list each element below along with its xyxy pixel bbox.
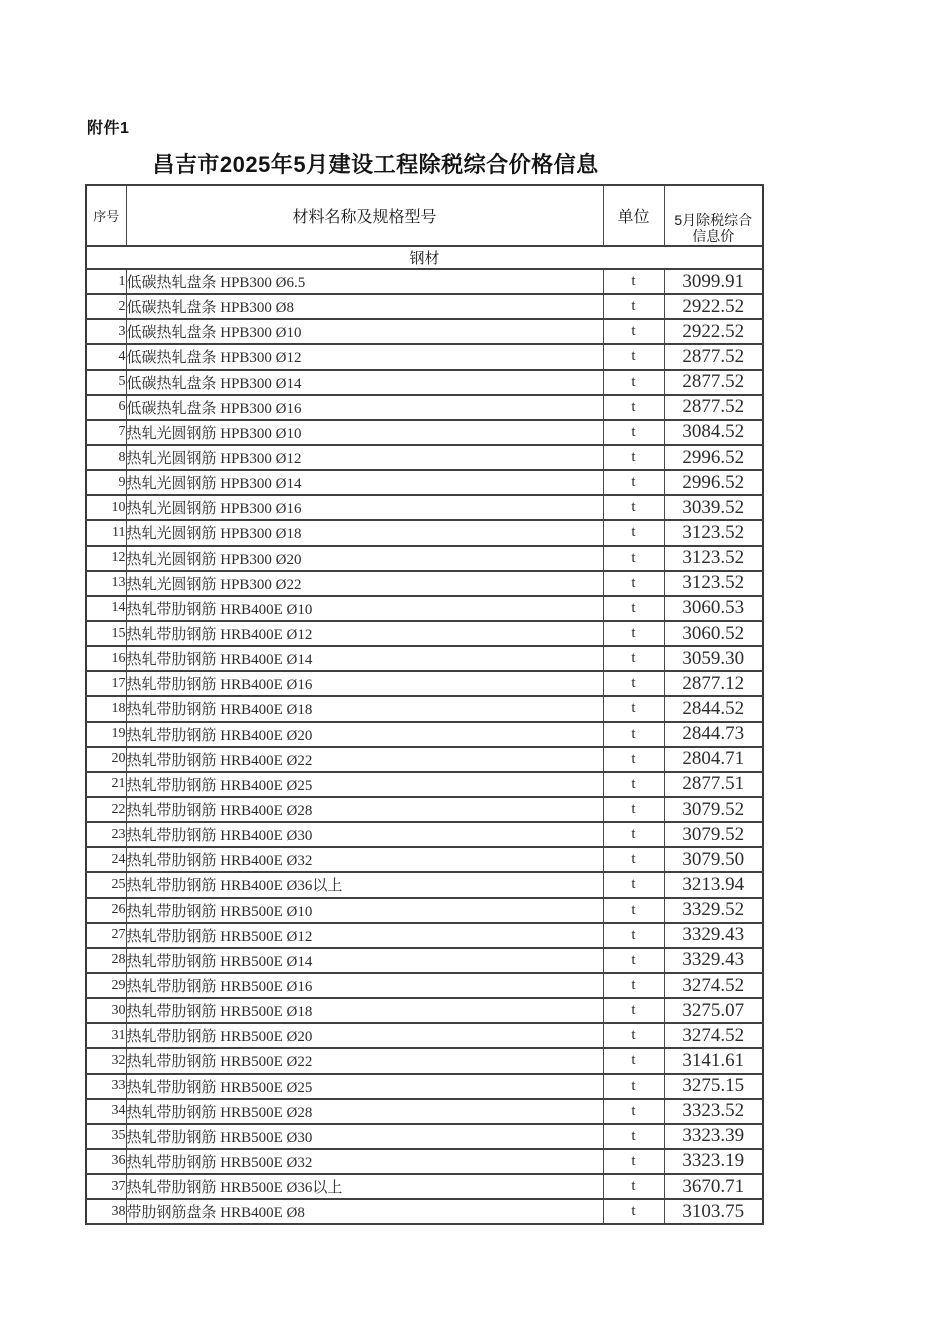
table-row (86, 998, 763, 1023)
row-unit: t (603, 772, 664, 797)
row-material-name: 热轧带肋钢筋 HRB400E Ø14 (126, 646, 603, 671)
row-price: 2844.73 (664, 722, 763, 747)
row-material-name: 热轧带肋钢筋 HRB500E Ø20 (126, 1023, 603, 1048)
row-material-name: 热轧带肋钢筋 HRB500E Ø36以上 (126, 1174, 603, 1199)
row-seq: 3 (86, 319, 126, 344)
row-price: 3123.52 (664, 520, 763, 545)
table-row (86, 1174, 763, 1199)
row-material-name: 热轧光圆钢筋 HPB300 Ø18 (126, 520, 603, 545)
row-material-name: 热轧光圆钢筋 HPB300 Ø12 (126, 445, 603, 470)
row-unit: t (603, 1048, 664, 1073)
table-row (86, 722, 763, 747)
row-price: 3670.71 (664, 1174, 763, 1199)
page-title: 昌吉市2025年5月建设工程除税综合价格信息 (152, 152, 599, 177)
table-row (86, 696, 763, 721)
row-seq: 1 (86, 269, 126, 294)
column-header-price-line1: 5月除税综合 (674, 211, 753, 228)
row-material-name: 热轧光圆钢筋 HPB300 Ø16 (126, 495, 603, 520)
row-seq: 11 (86, 520, 126, 545)
row-price: 3329.52 (664, 898, 763, 923)
row-price: 3275.15 (664, 1074, 763, 1099)
row-unit: t (603, 520, 664, 545)
row-unit: t (603, 1174, 664, 1199)
row-seq: 31 (86, 1023, 126, 1048)
row-unit: t (603, 319, 664, 344)
row-price: 2877.12 (664, 671, 763, 696)
row-unit: t (603, 797, 664, 822)
table-row (86, 495, 763, 520)
price-table (85, 184, 764, 1225)
row-seq: 33 (86, 1074, 126, 1099)
row-seq: 35 (86, 1124, 126, 1149)
row-price: 2844.52 (664, 696, 763, 721)
row-unit: t (603, 998, 664, 1023)
row-seq: 2 (86, 294, 126, 319)
row-seq: 27 (86, 923, 126, 948)
row-price: 2877.51 (664, 772, 763, 797)
row-price: 3123.52 (664, 571, 763, 596)
row-material-name: 热轧带肋钢筋 HRB400E Ø32 (126, 847, 603, 872)
table-row (86, 646, 763, 671)
row-material-name: 热轧光圆钢筋 HPB300 Ø22 (126, 571, 603, 596)
row-price: 3329.43 (664, 923, 763, 948)
table-row (86, 948, 763, 973)
table-row (86, 1199, 763, 1224)
row-seq: 29 (86, 973, 126, 998)
row-price: 3060.52 (664, 621, 763, 646)
table-row (86, 797, 763, 822)
row-material-name: 热轧带肋钢筋 HRB400E Ø25 (126, 772, 603, 797)
row-unit: t (603, 546, 664, 571)
row-material-name: 热轧带肋钢筋 HRB400E Ø30 (126, 822, 603, 847)
row-material-name: 热轧带肋钢筋 HRB400E Ø28 (126, 797, 603, 822)
row-price: 3079.52 (664, 822, 763, 847)
row-unit: t (603, 294, 664, 319)
row-material-name: 热轧带肋钢筋 HRB400E Ø20 (126, 722, 603, 747)
row-unit: t (603, 571, 664, 596)
table-row (86, 596, 763, 621)
row-material-name: 热轧光圆钢筋 HPB300 Ø20 (126, 546, 603, 571)
table-row (86, 772, 763, 797)
row-material-name: 热轧带肋钢筋 HRB500E Ø18 (126, 998, 603, 1023)
row-material-name: 热轧带肋钢筋 HRB400E Ø36以上 (126, 872, 603, 897)
row-seq: 15 (86, 621, 126, 646)
row-material-name: 热轧带肋钢筋 HRB500E Ø25 (126, 1074, 603, 1099)
row-price: 3079.50 (664, 847, 763, 872)
table-row (86, 1099, 763, 1124)
table-row (86, 470, 763, 495)
row-price: 3274.52 (664, 973, 763, 998)
row-seq: 14 (86, 596, 126, 621)
table-row (86, 973, 763, 998)
row-seq: 38 (86, 1199, 126, 1224)
row-seq: 19 (86, 722, 126, 747)
row-unit: t (603, 621, 664, 646)
table-row (86, 1149, 763, 1174)
row-unit: t (603, 898, 664, 923)
row-seq: 6 (86, 395, 126, 420)
row-seq: 4 (86, 344, 126, 369)
section-label-steel: 钢材 (86, 246, 763, 269)
row-price: 3123.52 (664, 546, 763, 571)
row-material-name: 热轧带肋钢筋 HRB400E Ø18 (126, 696, 603, 721)
row-unit: t (603, 395, 664, 420)
row-unit: t (603, 1023, 664, 1048)
row-unit: t (603, 671, 664, 696)
row-material-name: 热轧光圆钢筋 HPB300 Ø14 (126, 470, 603, 495)
row-material-name: 热轧带肋钢筋 HRB500E Ø14 (126, 948, 603, 973)
row-seq: 16 (86, 646, 126, 671)
row-material-name: 带肋钢筋盘条 HRB400E Ø8 (126, 1199, 603, 1224)
table-row (86, 520, 763, 545)
row-seq: 18 (86, 696, 126, 721)
table-row (86, 1023, 763, 1048)
table-row (86, 1048, 763, 1073)
row-unit: t (603, 269, 664, 294)
row-material-name: 热轧带肋钢筋 HRB500E Ø16 (126, 973, 603, 998)
table-row (86, 898, 763, 923)
row-material-name: 低碳热轧盘条 HPB300 Ø12 (126, 344, 603, 369)
table-row (86, 445, 763, 470)
table-row (86, 847, 763, 872)
row-unit: t (603, 822, 664, 847)
row-price: 3084.52 (664, 420, 763, 445)
row-material-name: 热轧带肋钢筋 HRB400E Ø22 (126, 747, 603, 772)
row-seq: 12 (86, 546, 126, 571)
table-row (86, 671, 763, 696)
section-row-steel (86, 246, 763, 269)
row-seq: 25 (86, 872, 126, 897)
row-unit: t (603, 344, 664, 369)
row-price: 3323.52 (664, 1099, 763, 1124)
row-material-name: 热轧带肋钢筋 HRB500E Ø32 (126, 1149, 603, 1174)
row-unit: t (603, 847, 664, 872)
row-price: 2996.52 (664, 470, 763, 495)
row-unit: t (603, 1149, 664, 1174)
row-price: 2877.52 (664, 370, 763, 395)
row-seq: 10 (86, 495, 126, 520)
row-seq: 32 (86, 1048, 126, 1073)
row-seq: 7 (86, 420, 126, 445)
row-price: 2877.52 (664, 344, 763, 369)
table-row (86, 822, 763, 847)
table-row (86, 571, 763, 596)
row-unit: t (603, 445, 664, 470)
table-row (86, 872, 763, 897)
row-seq: 20 (86, 747, 126, 772)
table-row (86, 269, 763, 294)
row-unit: t (603, 495, 664, 520)
table-row (86, 319, 763, 344)
column-header-material-name: 材料名称及规格型号 (126, 185, 603, 246)
row-price: 2804.71 (664, 747, 763, 772)
row-price: 2877.52 (664, 395, 763, 420)
table-row (86, 1074, 763, 1099)
table-row (86, 621, 763, 646)
table-row (86, 546, 763, 571)
row-unit: t (603, 1199, 664, 1224)
row-price: 3323.39 (664, 1124, 763, 1149)
row-unit: t (603, 722, 664, 747)
row-unit: t (603, 1074, 664, 1099)
row-unit: t (603, 973, 664, 998)
table-header-row (86, 185, 763, 246)
table-row (86, 370, 763, 395)
row-unit: t (603, 420, 664, 445)
row-unit: t (603, 1124, 664, 1149)
row-price: 3213.94 (664, 872, 763, 897)
row-material-name: 热轧带肋钢筋 HRB400E Ø16 (126, 671, 603, 696)
table-row (86, 923, 763, 948)
row-price: 3329.43 (664, 948, 763, 973)
row-price: 3274.52 (664, 1023, 763, 1048)
row-price: 3079.52 (664, 797, 763, 822)
row-seq: 37 (86, 1174, 126, 1199)
row-price: 3141.61 (664, 1048, 763, 1073)
table-row (86, 1124, 763, 1149)
row-material-name: 低碳热轧盘条 HPB300 Ø10 (126, 319, 603, 344)
table-row (86, 395, 763, 420)
row-unit: t (603, 470, 664, 495)
row-seq: 34 (86, 1099, 126, 1124)
row-price: 2922.52 (664, 319, 763, 344)
row-price: 2922.52 (664, 294, 763, 319)
column-header-unit: 单位 (603, 185, 664, 246)
column-header-seq: 序号 (86, 185, 126, 246)
row-price: 3060.53 (664, 596, 763, 621)
attachment-label: 附件1 (87, 120, 130, 137)
row-seq: 22 (86, 797, 126, 822)
row-material-name: 热轧带肋钢筋 HRB400E Ø10 (126, 596, 603, 621)
table-row (86, 747, 763, 772)
row-material-name: 低碳热轧盘条 HPB300 Ø14 (126, 370, 603, 395)
row-material-name: 热轧光圆钢筋 HPB300 Ø10 (126, 420, 603, 445)
row-price: 3059.30 (664, 646, 763, 671)
row-seq: 23 (86, 822, 126, 847)
row-unit: t (603, 696, 664, 721)
table-row (86, 294, 763, 319)
column-header-price-line2: 信息价 (692, 228, 735, 245)
row-price: 3323.19 (664, 1149, 763, 1174)
row-material-name: 低碳热轧盘条 HPB300 Ø16 (126, 395, 603, 420)
column-header-price (664, 185, 763, 246)
row-seq: 24 (86, 847, 126, 872)
row-seq: 36 (86, 1149, 126, 1174)
row-material-name: 低碳热轧盘条 HPB300 Ø8 (126, 294, 603, 319)
row-seq: 9 (86, 470, 126, 495)
row-price: 3103.75 (664, 1199, 763, 1224)
row-price: 3099.91 (664, 269, 763, 294)
row-seq: 13 (86, 571, 126, 596)
row-material-name: 热轧带肋钢筋 HRB500E Ø12 (126, 923, 603, 948)
row-price: 3275.07 (664, 998, 763, 1023)
row-seq: 21 (86, 772, 126, 797)
row-unit: t (603, 923, 664, 948)
row-unit: t (603, 596, 664, 621)
row-unit: t (603, 948, 664, 973)
row-material-name: 低碳热轧盘条 HPB300 Ø6.5 (126, 269, 603, 294)
row-unit: t (603, 646, 664, 671)
row-price: 3039.52 (664, 495, 763, 520)
row-material-name: 热轧带肋钢筋 HRB500E Ø22 (126, 1048, 603, 1073)
row-unit: t (603, 747, 664, 772)
row-seq: 28 (86, 948, 126, 973)
row-seq: 30 (86, 998, 126, 1023)
row-material-name: 热轧带肋钢筋 HRB400E Ø12 (126, 621, 603, 646)
table-row (86, 420, 763, 445)
row-seq: 5 (86, 370, 126, 395)
row-unit: t (603, 370, 664, 395)
row-material-name: 热轧带肋钢筋 HRB500E Ø28 (126, 1099, 603, 1124)
row-price: 2996.52 (664, 445, 763, 470)
row-seq: 17 (86, 671, 126, 696)
row-seq: 8 (86, 445, 126, 470)
table-row (86, 344, 763, 369)
row-material-name: 热轧带肋钢筋 HRB500E Ø30 (126, 1124, 603, 1149)
row-seq: 26 (86, 898, 126, 923)
row-unit: t (603, 872, 664, 897)
row-unit: t (603, 1099, 664, 1124)
row-material-name: 热轧带肋钢筋 HRB500E Ø10 (126, 898, 603, 923)
